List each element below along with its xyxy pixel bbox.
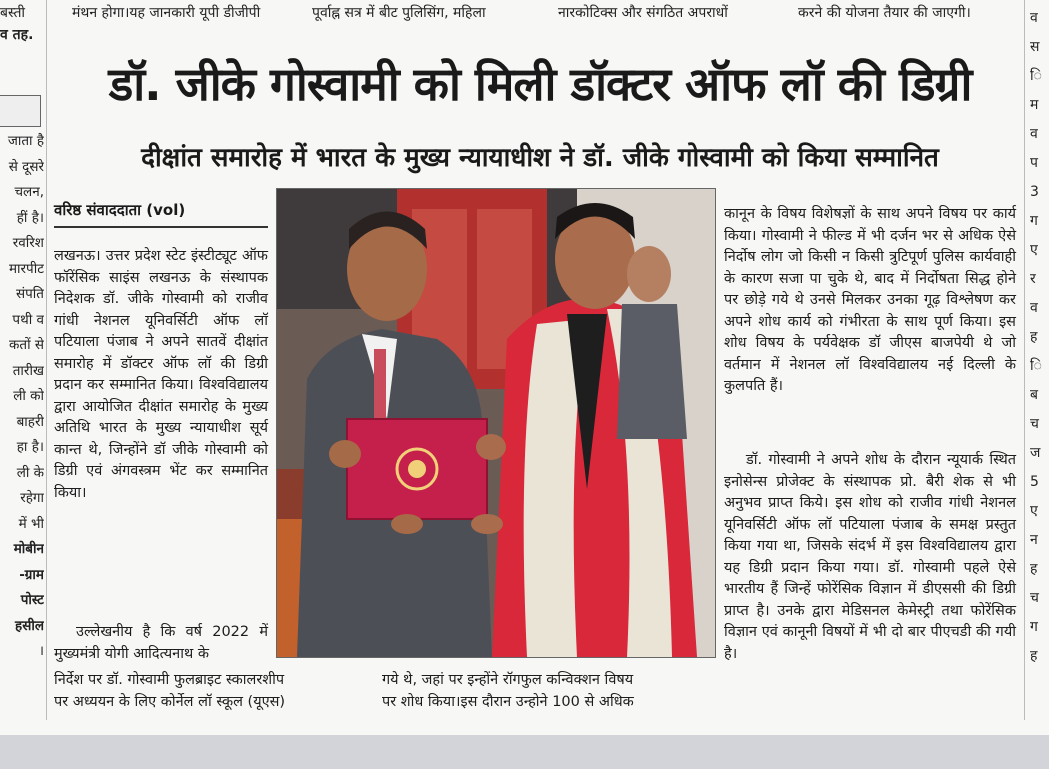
left-strip-line: ली के <box>16 464 44 481</box>
top-col1: मंथन होगा।यह जानकारी यूपी डीजीपी <box>72 5 261 21</box>
left-column-para1: लखनऊ। उत्तर प्रदेश स्टेट इंस्टीट्यूट ऑफ फॉरेंसिक साइंस लखनऊ के संस्थापक निदेशक डॉ. जीके गोस्वामी को राजीव गांधी नेशनल यूनिवर्सिटी ऑफ लॉ पटियाला पंजाब ने अपने सातवें दीक्षांत समारोह में डॉक्टर ऑफ लॉ की डिग्री प्रदान कर सम्मानित किया। विश्वविद्यालय द्वारा आयोजित दीक्षांत समारोह के मुख्य अतिथि भारत के मुख्य न्यायाधीश सूर्य कान्त थे, जिन्होंने डॉ जीके गोस्वामी को डिग्री एवं अंगवस्त्रम भेंट कर सम्मानित किया। <box>54 248 268 501</box>
right-strip: व स ि म व प 3 ग ए र व ह ि ब च ज 5 ए न ह च ग ह <box>1030 10 1042 664</box>
bottom-mid-line2: पर शोध किया।इस दौरान उन्होने 100 से अधिक <box>382 694 634 710</box>
left-strip <box>0 129 44 665</box>
left-strip-line: संपति <box>16 286 44 302</box>
left-strip-line: हा है। <box>16 439 44 455</box>
left-strip-line: चलन, <box>14 184 44 200</box>
bottom-left-line1: निर्देश पर डॉ. गोस्वामी फुलब्राइट स्कालरशीप <box>54 672 285 688</box>
left-strip-line: हसील <box>15 617 44 634</box>
left-strip-line: पथी व <box>12 311 44 328</box>
photo-illustration <box>277 189 715 657</box>
right-column-para1: कानून के विषय विशेषज्ञों के साथ अपने विषय पर कार्य किया। गोस्वामी ने फील्ड में भी दर्जन भर से अधिक ऐसे निर्दोष लोग जो किसी न किसी त्रुटिपूर्ण पुलिस कार्यवाही के कारण सजा पा चुके थे, बाद में निर्दोषता सिद्ध होने पर छोड़े गये थे उनसे मिलकर उनका गूढ़ विश्लेषण कर अपने शोध कार्य को गंभीरता के साथ पूर्ण किया। इस शोध विषय के पर्यवेक्षक डॉ जीएस बाजपेयी थे जो वर्तमान में नेशनल लॉ विश्वविद्यालय नई दिल्ली के कुलपति हैं। <box>724 206 1016 394</box>
left-strip-line: पोस्ट <box>20 592 44 608</box>
top-left-fragment-2: व तह. <box>0 27 34 43</box>
bottom-left-line2: पर अध्ययन के लिए कोर्नेल लॉ स्कूल (यूएस) <box>54 694 286 710</box>
top-col4: करने की योजना तैयार की जाएगी। <box>798 5 971 21</box>
left-strip-line: । <box>38 643 44 659</box>
left-strip-line: मारपीट <box>8 260 44 277</box>
left-strip-line: रवरिश <box>12 235 44 251</box>
left-strip-line: बाहरी <box>16 413 44 430</box>
left-column-para2: उल्लेखनीय है कि वर्ष 2022 में मुख्यमंत्री योगी आदित्यनाथ के <box>54 624 268 662</box>
left-strip-line: मोबीन <box>13 541 44 557</box>
left-strip-line: जाता है <box>7 133 44 149</box>
bottom-mid-line1: गये थे, जहां पर इन्होंने रॉगफुल कन्विक्शन विषय <box>382 672 634 688</box>
headline: डॉ. जीके गोस्वामी को मिली डॉक्टर ऑफ लॉ की डिग्री <box>108 57 972 111</box>
top-col2: पूर्वाह्न सत्र में बीट पुलिसिंग, महिला <box>312 5 486 21</box>
left-strip-line: -ग्राम <box>19 566 44 583</box>
left-strip-line: हीं है। <box>16 209 44 226</box>
right-column-para2: डॉ. गोस्वामी ने अपने शोध के दौरान न्यूयार्क स्थित इनोसेन्स प्रोजेक्ट के संस्थापक प्रो. बैरी शेक से भी अनुभव प्राप्त किये। इस शोध को राजीव गांधी नेशनल यूनिवर्सिटी ऑफ लॉ पटियाला पंजाब के समक्ष प्रस्तुत किया गया था, जिसके संदर्भ में इस विश्वविद्यालय द्वारा यह डिग्री प्रदान किया गया। डॉ. गोस्वामी पहले ऐसे भारतीय हैं जिन्हें फोरेंसिक विज्ञान में डीएससी की डिग्री प्राप्त है। उनके द्वारा मेडिसनल केमेस्ट्री तथा फोरेंसिक विज्ञान एवं कानूनी विषयों में भी दो बार पीएचडी की गयी है। <box>724 452 1016 662</box>
byline-rule <box>54 226 268 228</box>
column-divider-right <box>1024 0 1025 720</box>
left-strip-line: कतों से <box>9 337 44 353</box>
left-strip-line: ली को <box>13 388 44 404</box>
bottom-bar <box>0 735 1049 769</box>
byline: वरिष्ठ संवाददाता (vol) <box>54 201 186 219</box>
left-strip-line: में भी <box>18 515 44 532</box>
left-strip-line: रहेगा <box>20 490 44 506</box>
column-divider-left <box>46 0 47 720</box>
news-photo <box>276 188 716 658</box>
left-strip-line: से दूसरे <box>8 158 44 175</box>
subheadline: दीक्षांत समारोह में भारत के मुख्य न्यायाधीश ने डॉ. जीके गोस्वामी को किया सम्मानित <box>141 143 939 173</box>
left-box <box>0 95 41 127</box>
top-left-fragment: बस्ती <box>0 5 26 21</box>
left-strip-line: तारीख <box>12 362 44 379</box>
top-col3: नारकोटिक्स और संगठित अपराधों <box>558 5 728 21</box>
